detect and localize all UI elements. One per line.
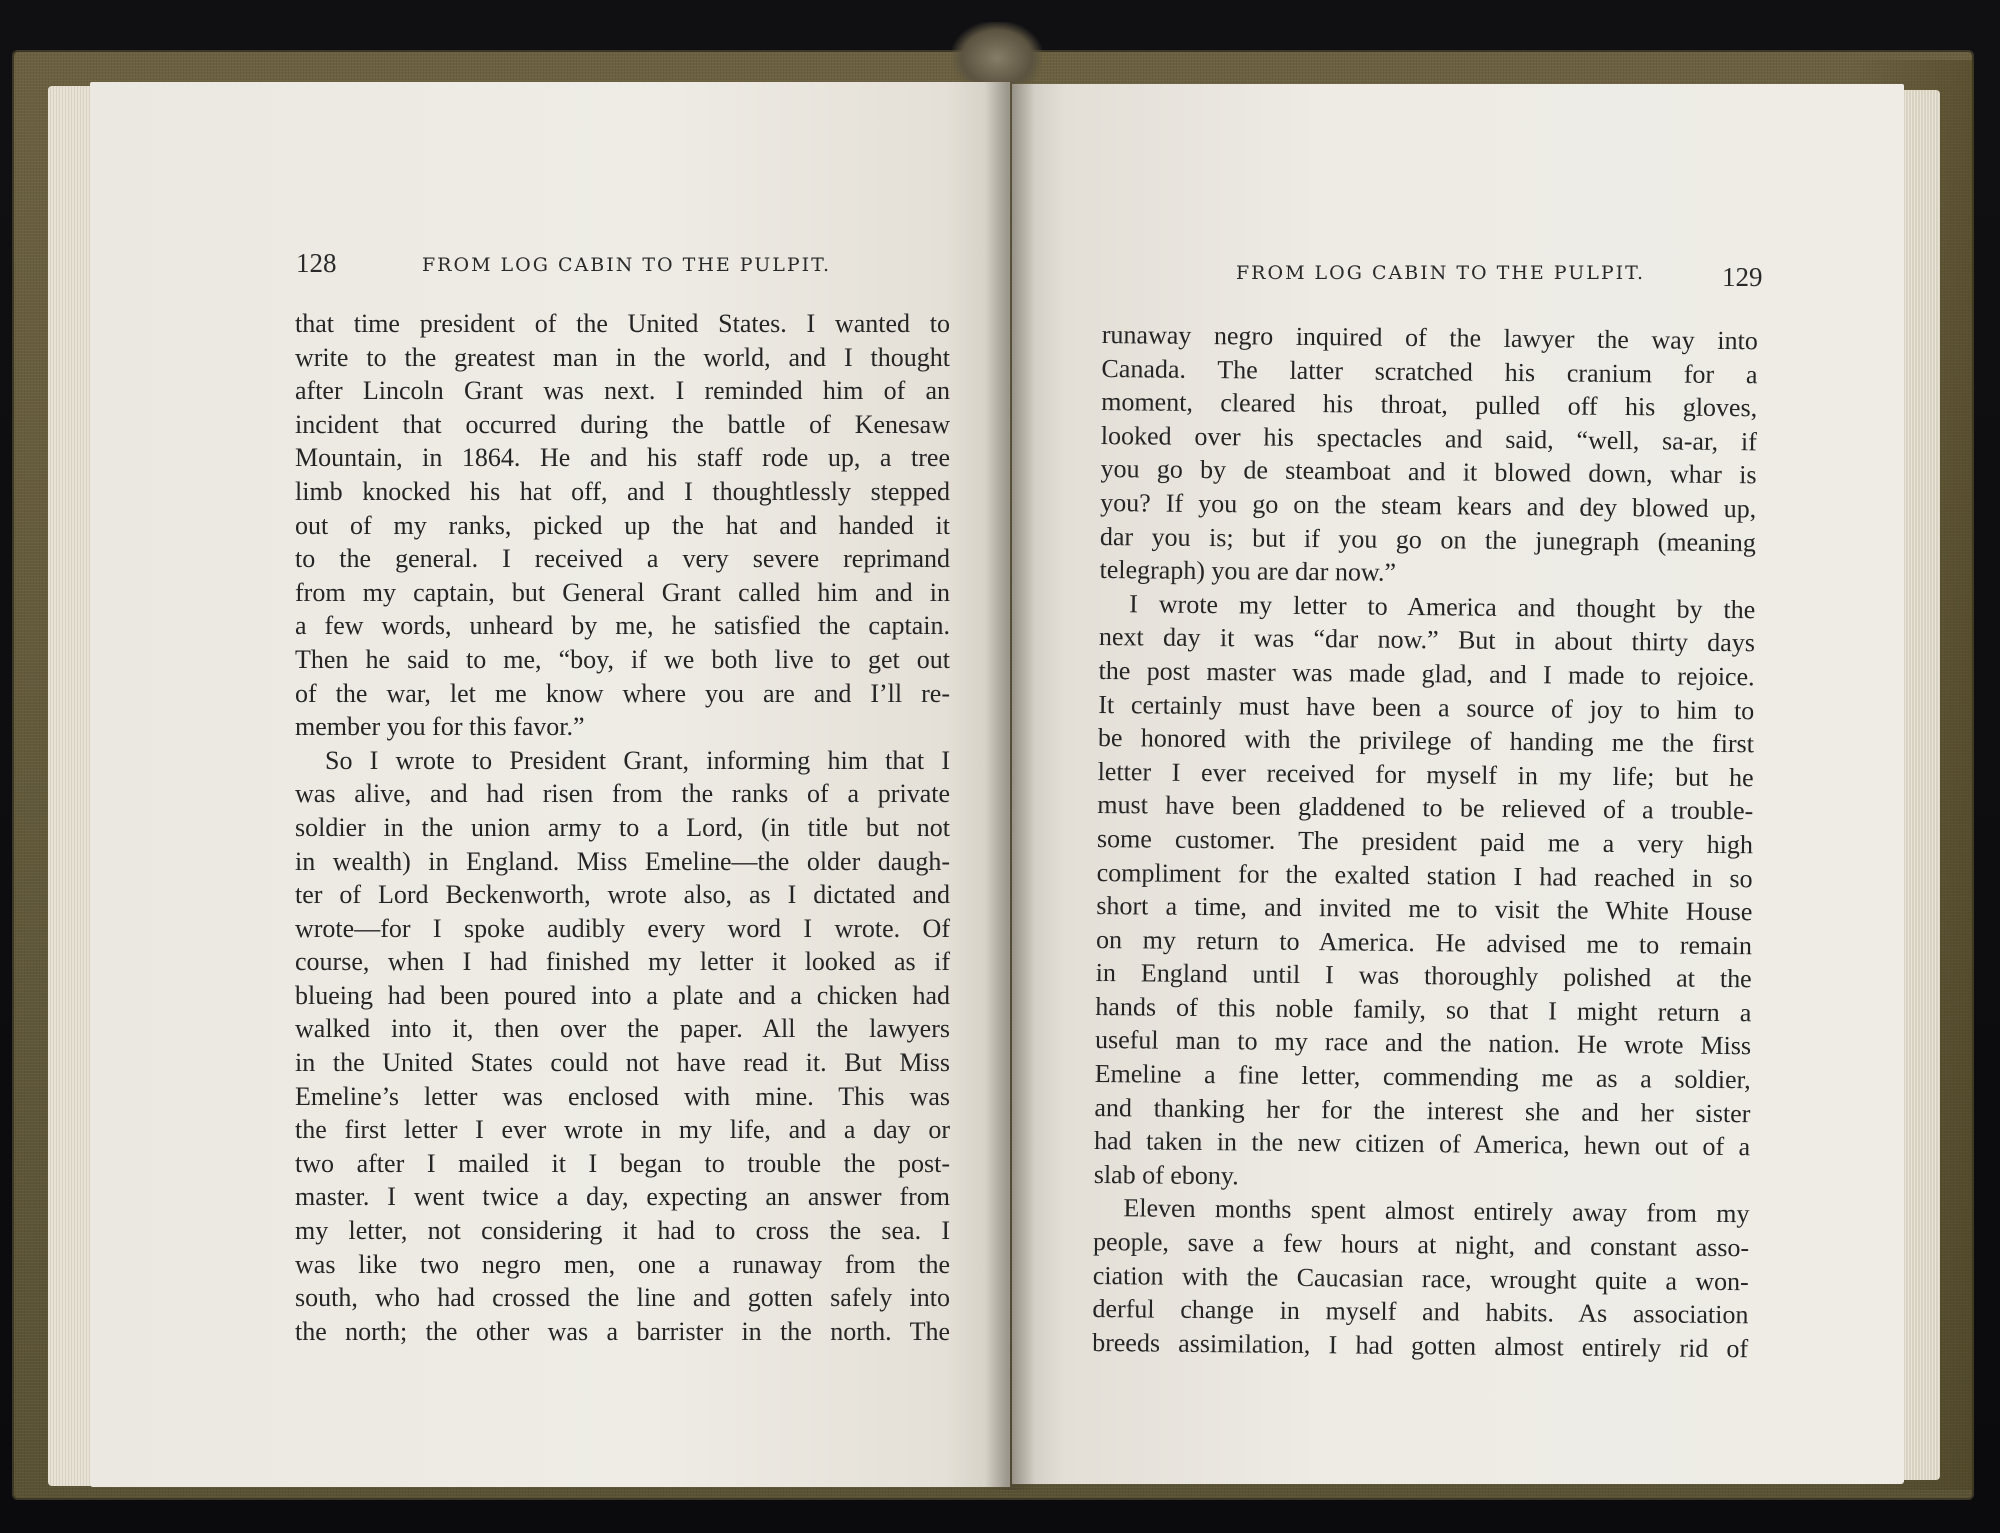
text-line: wrote—for I spoke audibly every word I wrote. Of [295,913,950,943]
text-line: Mountain, in 1864. He and his staff rode up, a tree [295,443,950,473]
text-line: the north; the other was a barrister in the north. The [295,1316,950,1346]
right-page-number: 129 [1722,262,1763,292]
text-line: of the war, let me know where you are and I’ll re- [295,678,950,708]
text-line: runaway negro inquired of the lawyer the way into [1101,319,1758,356]
text-line: moment, cleared his throat, pulled off his gloves, [1101,387,1758,423]
text-line: hands of this noble family, so that I might return a [1095,991,1752,1028]
text-line: telegraph) you are dar now.” [1099,555,1397,587]
text-line: blueing had been poured into a plate and a chicken had [295,980,950,1010]
text-line: walked into it, then over the paper. All the lawyers [295,1014,950,1044]
text-line: breeds assimilation, I had gotten almost entirely rid of [1092,1327,1749,1364]
text-line: out of my ranks, picked up the hat and handed it [295,510,950,540]
text-line: the first letter I ever wrote in my life, and a day or [295,1115,950,1145]
text-line: Emeline a fine letter, commending me as a soldier, [1094,1059,1751,1095]
text-line: in England until I was thoroughly polished at the [1095,958,1752,994]
text-line: a few words, unheard by me, he satisfied the captain. [295,611,950,641]
text-line: slab of ebony. [1093,1159,1239,1191]
page-stack-left [48,86,96,1486]
text-line: master. I went twice a day, expecting an answer from [295,1182,950,1212]
text-line: south, who had crossed the line and gotten safely into [295,1283,950,1313]
text-line: the post master was made glad, and I made to rejoice. [1098,655,1755,692]
text-line: was like two negro men, one a runaway from the [295,1249,950,1279]
book-gutter [985,40,1035,1490]
text-line: next day it was “dar now.” But in about thirty days [1098,622,1756,658]
text-line: short a time, and invited me to visit the White House [1096,891,1753,927]
text-line: useful man to my race and the nation. He wrote Miss [1094,1025,1752,1061]
text-line: course, when I had finished my letter it looked as if [295,947,950,977]
text-line: you go by de steamboat and it blowed down, whar is [1100,454,1757,490]
text-line: incident that occurred during the battle of Kenesaw [295,409,950,439]
text-line: was alive, and had risen from the ranks of a private [295,779,950,809]
text-line: Emeline’s letter was enclosed with mine. This was [295,1081,950,1111]
text-line: member you for this favor.” [295,712,585,742]
text-line: It certainly must have been a source of joy to him to [1098,689,1755,725]
text-line: Canada. The latter scratched his cranium for a [1101,353,1758,389]
text-line: soldier in the union army to a Lord, (in title but not [295,812,950,842]
text-line: write to the greatest man in the world, and I thought [295,342,950,372]
text-line: in wealth) in England. Miss Emeline—the older daugh- [295,846,950,876]
text-line: derful change in myself and habits. As association [1092,1294,1749,1330]
text-line: two after I mailed it I began to trouble the post- [295,1148,950,1178]
left-page-number: 128 [296,248,337,278]
text-line: be honored with the privilege of handing me the first [1097,723,1755,759]
text-line: dar you is; but if you go on the junegraph (meaning [1099,521,1757,557]
text-line: in the United States could not have read it. But Miss [295,1048,950,1078]
spine-top [952,22,1042,82]
text-line: after Lincoln Grant was next. I reminded him of an [295,376,950,406]
text-line: letter I ever received for myself in my life; but he [1097,756,1754,792]
text-line: on my return to America. He advised me to remain [1095,924,1753,960]
text-line: my letter, not considering it had to cross the sea. I [295,1216,950,1246]
right-body-text [1092,318,1758,1366]
left-body-text [295,307,950,1348]
text-line: that time president of the United States. I wanted to [295,309,950,338]
text-line: ciation with the Caucasian race, wrought quite a won- [1092,1260,1749,1296]
text-line: you? If you go on the steam kears and dey blowed up, [1100,487,1757,524]
text-line: I wrote my letter to America and thought by the [1129,589,1756,625]
text-line: compliment for the exalted station I had reached in so [1096,857,1753,893]
text-line: So I wrote to President Grant, informing him that I [325,745,950,775]
text-line: some customer. The president paid me a very high [1096,823,1754,860]
text-line: to the general. I received a very severe reprimand [295,544,950,574]
page-stack-right [1900,90,1940,1480]
right-running-head: FROM LOG CABIN TO THE PULPIT. [1236,262,1646,284]
text-line: people, save a few hours at night, and constant asso- [1092,1226,1750,1263]
text-line: Eleven months spent almost entirely away from my [1123,1193,1750,1229]
text-line: must have been gladdened to be relieved of a trouble- [1097,790,1754,826]
text-line: Then he said to me, “boy, if we both live to get out [295,644,950,674]
text-line: had taken in the new citizen of America, hewn out of a [1093,1126,1751,1162]
text-line: ter of Lord Beckenworth, wrote also, as I dictated and [295,880,950,910]
text-line: and thanking her for the interest she and her sister [1094,1092,1751,1128]
text-line: looked over his spectacles and said, “well, sa-ar, if [1100,420,1757,457]
left-running-head: FROM LOG CABIN TO THE PULPIT. [422,254,832,276]
text-line: limb knocked his hat off, and I thoughtlessly stepped [295,476,950,506]
text-line: from my captain, but General Grant called him and in [295,577,950,607]
